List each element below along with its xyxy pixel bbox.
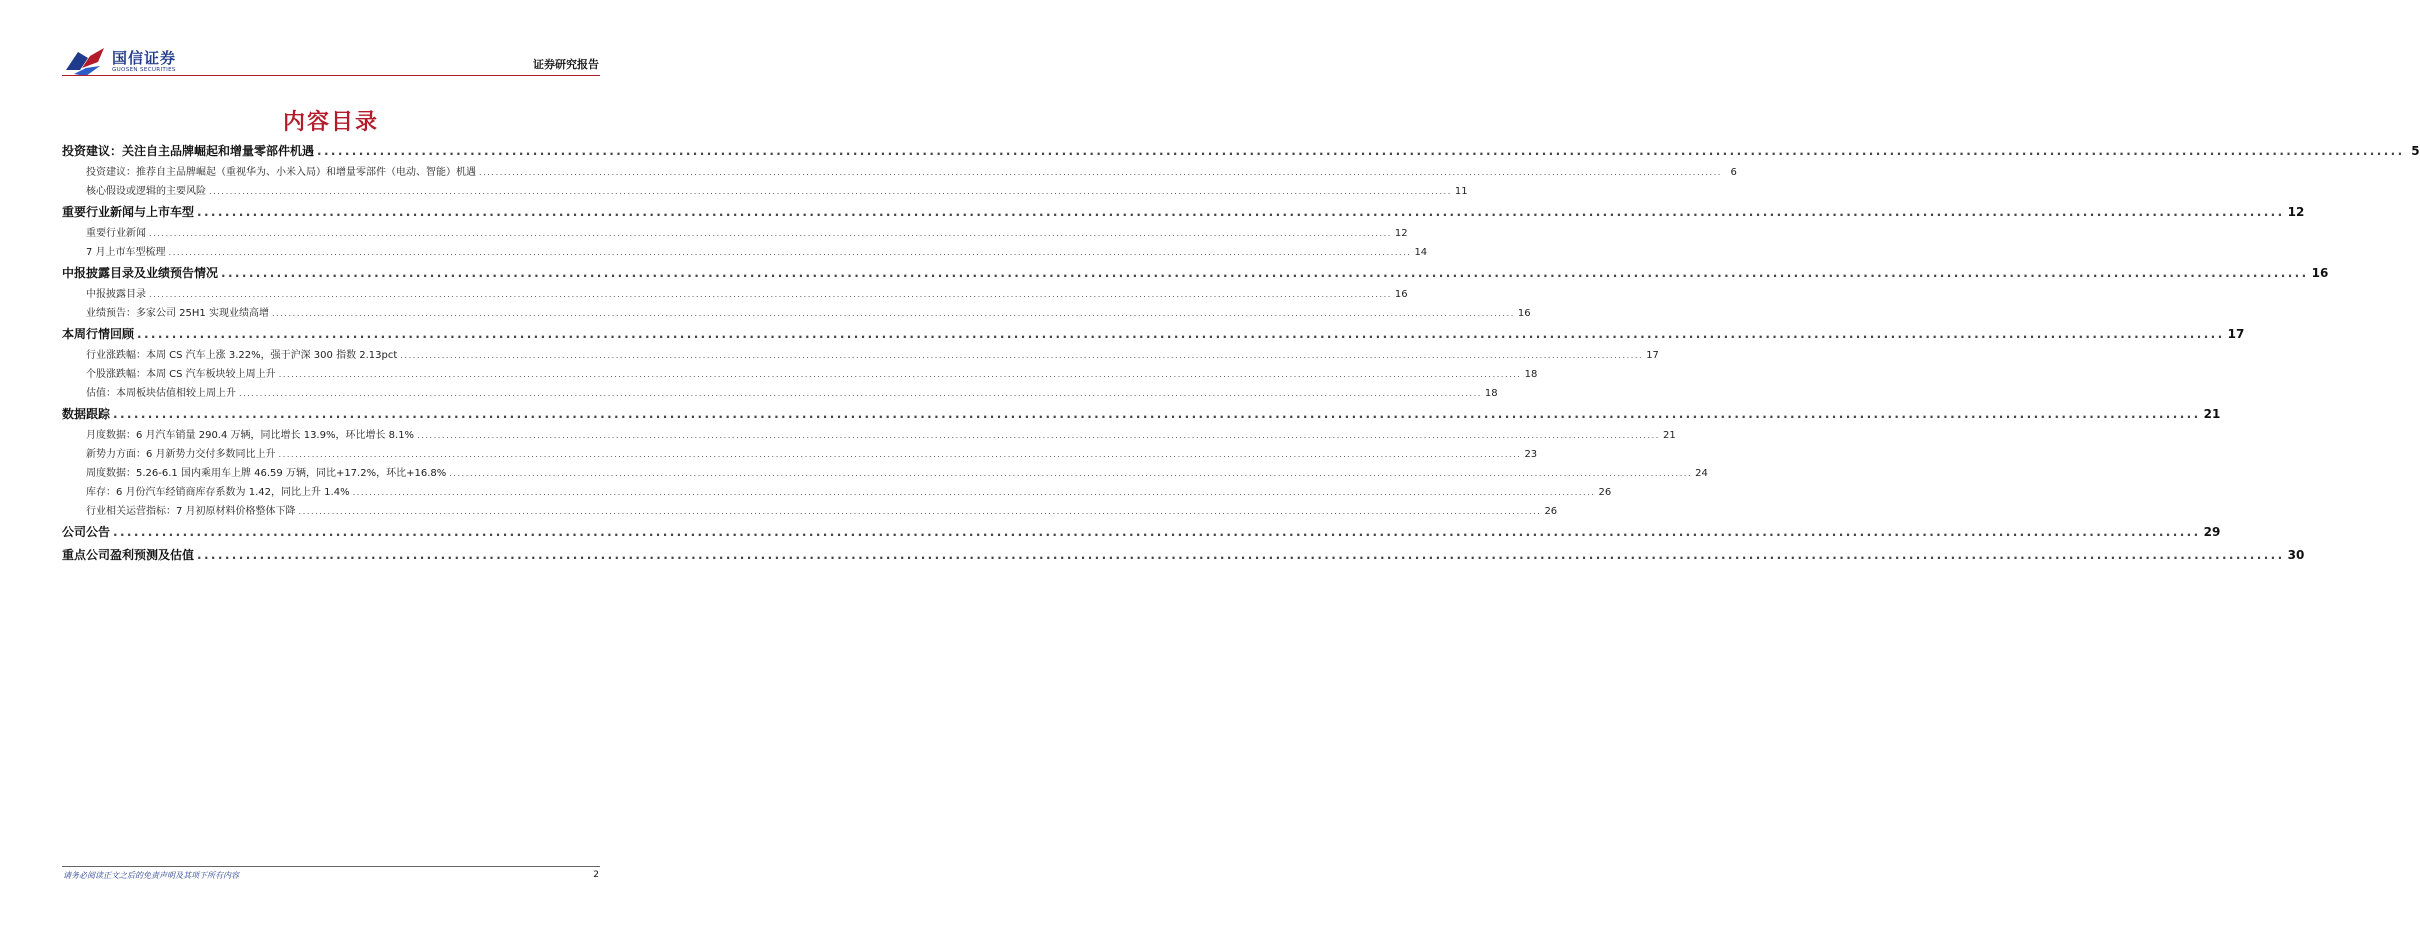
toc-leader-dots: ............................................................................................................................................................................................................................................................................................................ (113, 407, 2201, 421)
header-divider (62, 75, 600, 76)
toc-subentry-page: 12 (1394, 228, 1408, 239)
toc-subentry-page: 16 (1517, 308, 1531, 319)
toc-section (62, 325, 2245, 403)
toc-section (62, 264, 2329, 323)
toc-subentry-label: 中报披露目录 (86, 289, 146, 300)
toc-leader-dots: ............................................................................................................................................................................................................................................................................................................ (400, 351, 1644, 360)
toc-entry-level1[interactable] (62, 203, 2305, 224)
toc-entry-label: 公司公告 (62, 525, 111, 539)
toc-entry-level2[interactable] (62, 445, 1538, 464)
toc-entry-label: 重点公司盈利预测及估值 (62, 548, 195, 562)
toc-entry-level2[interactable] (62, 182, 1468, 201)
toc-leader-dots: ............................................................................................................................................................................................................................................................................................................ (352, 488, 1596, 497)
toc-subentry-label: 行业涨跌幅：本周 CS 汽车上涨 3.22%，强于沪深 300 指数 2.13pct (86, 350, 398, 361)
toc-leader-dots: ............................................................................................................................................................................................................................................................................................................ (113, 525, 2201, 539)
toc-subentry-page: 16 (1394, 289, 1408, 300)
toc-subentry-label: 业绩预告：多家公司 25H1 实现业绩高增 (86, 308, 269, 319)
toc-subentry-label: 估值：本周板块估值相较上周上升 (86, 388, 236, 399)
toc-subentry-label: 库存：6 月份汽车经销商库存系数为 1.42，同比上升 1.4% (86, 487, 350, 498)
toc-leader-dots: ............................................................................................................................................................................................................................................................................................................ (197, 548, 2285, 562)
page-header (0, 0, 662, 80)
toc-entry-level1[interactable] (62, 325, 2245, 346)
toc-entry-page: 21 (2203, 407, 2221, 421)
toc-leader-dots: ............................................................................................................................................................................................................................................................................................................ (317, 144, 2405, 158)
toc-entry-page: 29 (2203, 525, 2221, 539)
toc-subentry-page: 18 (1524, 369, 1538, 380)
toc-leader-dots: ............................................................................................................................................................................................................................................................................................................ (278, 370, 1522, 379)
toc-entry-level2[interactable] (62, 304, 1531, 323)
toc-subentry-page: 26 (1598, 487, 1612, 498)
toc-leader-dots: ............................................................................................................................................................................................................................................................................................................ (168, 248, 1412, 257)
toc-entry-page: 17 (2227, 327, 2245, 341)
toc-subentry-page: 17 (1646, 350, 1659, 361)
toc-leader-dots: ............................................................................................................................................................................................................................................................................................................ (209, 187, 1452, 196)
toc-subentry-page: 14 (1414, 247, 1428, 258)
toc-subentry-page: 21 (1662, 430, 1676, 441)
toc-subentry-label: 月度数据：6 月汽车销量 290.4 万辆，同比增长 13.9%，环比增长 8.1% (86, 430, 415, 441)
guosen-logo-icon (64, 46, 108, 78)
toc-entry-page: 16 (2311, 266, 2329, 280)
toc-subentry-label: 重要行业新闻 (86, 228, 146, 239)
toc-subentry-label: 行业相关运营指标：7 月初原材料价格整体下降 (86, 506, 296, 517)
toc-entry-level2[interactable] (62, 346, 1659, 365)
toc-entry-page: 5 (2411, 144, 2420, 158)
logo-chinese-name: 国信证券 (112, 49, 177, 67)
toc-subentry-page: 24 (1695, 468, 1708, 479)
toc-entry-label: 数据跟踪 (62, 407, 111, 421)
toc-section (62, 546, 2305, 567)
toc-section (62, 142, 2420, 201)
toc-entry-level1[interactable] (62, 264, 2329, 285)
toc-leader-dots: ............................................................................................................................................................................................................................................................................................................ (278, 450, 1522, 459)
report-type-label: 证券研究报告 (533, 58, 599, 71)
toc-entry-page: 30 (2287, 548, 2305, 562)
toc-leader-dots: ............................................................................................................................................................................................................................................................................................................ (271, 309, 1515, 318)
toc-entry-level2[interactable] (62, 426, 1676, 445)
toc-entry-level1[interactable] (62, 546, 2305, 567)
toc-entry-level1[interactable] (62, 142, 2420, 163)
logo-english-name: GUOSEN SECURITIES (112, 67, 176, 73)
toc-entry-level2[interactable] (62, 483, 1612, 502)
toc-subentry-page: 6 (1730, 167, 1737, 178)
toc-entry-level1[interactable] (62, 405, 2221, 426)
toc-leader-dots: ............................................................................................................................................................................................................................................................................................................ (149, 290, 1392, 299)
toc-entry-level2[interactable] (62, 163, 1737, 182)
toc-subentry-label: 核心假设或逻辑的主要风险 (86, 186, 206, 197)
toc-subentry-label: 周度数据：5.26-6.1 国内乘用车上牌 46.59 万辆，同比+17.2%，环比+16.8% (86, 468, 447, 479)
toc-entry-level2[interactable] (62, 464, 1708, 483)
table-of-contents (62, 142, 2420, 569)
toc-entry-label: 本周行情回顾 (62, 327, 135, 341)
toc-title: 内容目录 (282, 110, 379, 135)
toc-section (62, 523, 2221, 544)
toc-entry-level2[interactable] (62, 384, 1498, 403)
toc-leader-dots: ............................................................................................................................................................................................................................................................................................................ (239, 389, 1482, 398)
toc-subentry-label: 个股涨跌幅：本周 CS 汽车板块较上周上升 (86, 369, 276, 380)
toc-entry-label: 中报披露目录及业绩预告情况 (62, 266, 219, 280)
toc-subentry-page: 23 (1524, 449, 1538, 460)
toc-leader-dots: ............................................................................................................................................................................................................................................................................................................ (149, 229, 1392, 238)
disclaimer-note: 请务必阅读正文之后的免责声明及其项下所有内容 (63, 871, 239, 880)
toc-entry-page: 12 (2287, 205, 2305, 219)
toc-entry-level2[interactable] (62, 243, 1428, 262)
toc-subentry-label: 投资建议：推荐自主品牌崛起（重视华为、小米入局）和增量零部件（电动、智能）机遇 (86, 167, 476, 178)
toc-leader-dots: ............................................................................................................................................................................................................................................................................................................ (417, 431, 1660, 440)
toc-leader-dots: ............................................................................................................................................................................................................................................................................................................ (449, 469, 1693, 478)
toc-leader-dots: ............................................................................................................................................................................................................................................................................................................ (298, 507, 1542, 516)
toc-entry-level2[interactable] (62, 365, 1538, 384)
toc-entry-level2[interactable] (62, 224, 1408, 243)
toc-subentry-page: 18 (1484, 388, 1498, 399)
toc-entry-level2[interactable] (62, 502, 1558, 521)
toc-subentry-page: 11 (1454, 186, 1468, 197)
toc-subentry-page: 26 (1544, 506, 1558, 517)
toc-leader-dots: ............................................................................................................................................................................................................................................................................................................ (137, 327, 2225, 341)
toc-entry-label: 投资建议：关注自主品牌崛起和增量零部件机遇 (62, 144, 315, 158)
toc-subentry-label: 7 月上市车型梳理 (86, 247, 166, 258)
toc-subentry-label: 新势力方面：6 月新势力交付多数同比上升 (86, 449, 276, 460)
toc-leader-dots: ............................................................................................................................................................................................................................................................................................................ (479, 168, 1722, 177)
toc-section (62, 203, 2305, 262)
page-number: 2 (593, 870, 599, 880)
toc-section (62, 405, 2221, 521)
toc-entry-label: 重要行业新闻与上市车型 (62, 205, 195, 219)
footer-divider (62, 866, 600, 867)
toc-leader-dots: ............................................................................................................................................................................................................................................................................................................ (221, 266, 2309, 280)
toc-entry-level1[interactable] (62, 523, 2221, 544)
toc-entry-level2[interactable] (62, 285, 1408, 304)
toc-leader-dots: ............................................................................................................................................................................................................................................................................................................ (197, 205, 2285, 219)
